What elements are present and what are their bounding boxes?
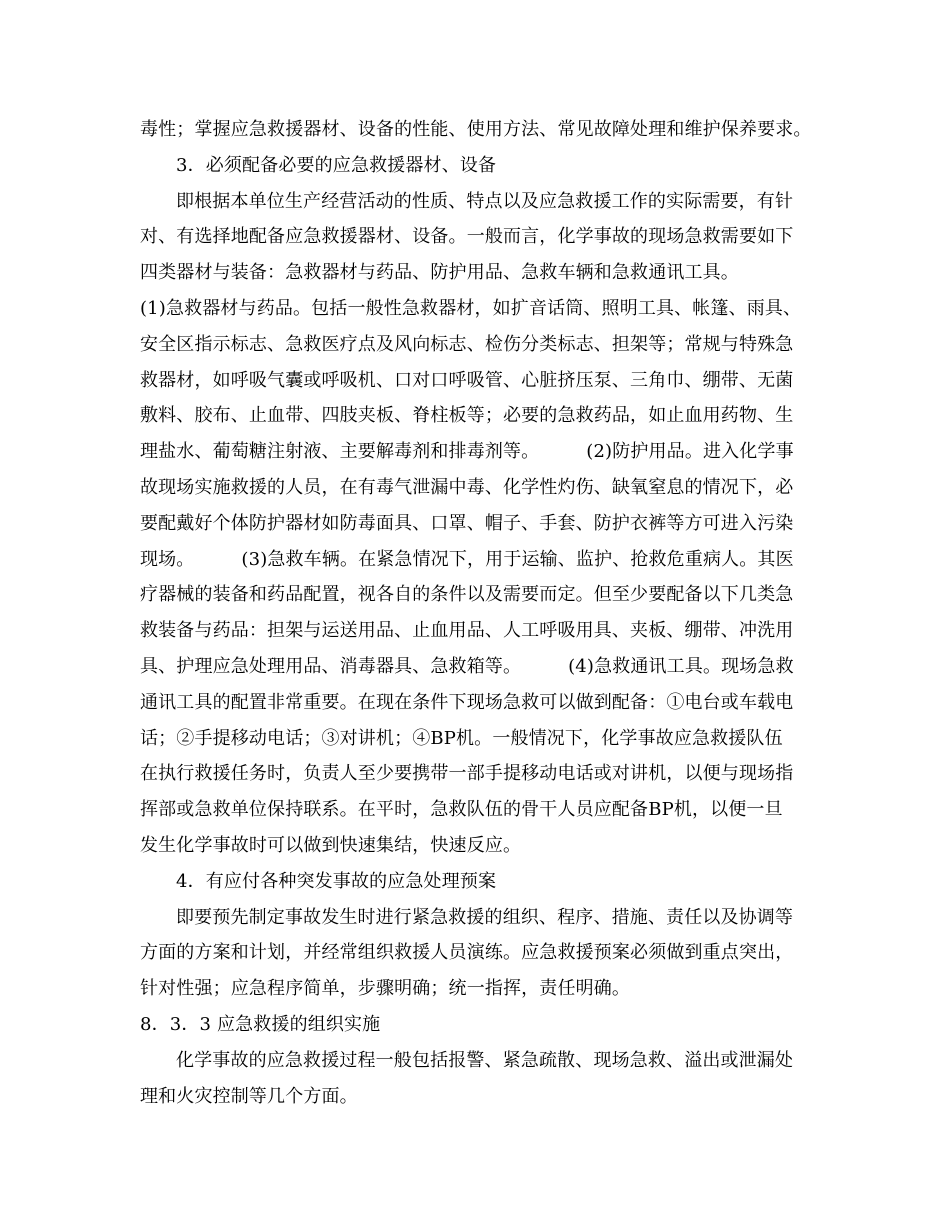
- text-line: 故现场实施救援的人员，在有毒气泄漏中毒、化学性灼伤、缺氧窒息的情况下，必: [140, 476, 794, 498]
- text-line: 挥部或急救单位保持联系。在平时，急救队伍的骨干人员应配备BP机，以便一旦: [140, 799, 783, 821]
- text-line: 四类器材与装备：急救器材与药品、防护用品、急救车辆和急救通讯工具。: [140, 262, 739, 284]
- text-line: 对、有选择地配备应急救援器材、设备。一般而言，化学事故的现场急救需要如下: [140, 226, 794, 248]
- text-line: 针对性强；应急程序简单，步骤明确；统一指挥，责任明确。: [140, 978, 631, 1000]
- paragraph-first-line: 即根据本单位生产经营活动的性质、特点以及应急救援工作的实际需要，有针: [176, 190, 794, 212]
- text-line: 救装备与药品：担架与运送用品、止血用品、人工呼吸用具、夹板、绷带、冲洗用: [140, 620, 794, 642]
- text-line: 要配戴好个体防护器材如防毒面具、口罩、帽子、手套、防护衣裤等方可进入污染: [140, 512, 794, 534]
- document-body: [140, 112, 820, 1114]
- list-heading: 4．有应付各种突发事故的应急处理预案: [176, 870, 497, 892]
- text-line: 疗器械的装备和药品配置，视各自的条件以及需要而定。但至少要配备以下几类急: [140, 584, 794, 606]
- text-line: 具、护理应急处理用品、消毒器具、急救箱等。 (4)急救通讯工具。现场急救: [140, 655, 794, 677]
- text-line: 在执行救援任务时，负责人至少要携带一部手提移动电话或对讲机，以便与现场指: [140, 763, 794, 785]
- text-line: 方面的方案和计划，并经常组织救援人员演练。应急救援预案必须做到重点突出，: [140, 942, 794, 964]
- text-line: 通讯工具的配置非常重要。在现在条件下现场急救可以做到配备：①电台或车载电: [140, 691, 794, 713]
- text-line: 现场。 (3)急救车辆。在紧急情况下，用于运输、监护、抢救危重病人。其医: [140, 548, 794, 570]
- text-line: (1)急救器材与药品。包括一般性急救器材，如扩音话筒、照明工具、帐篷、雨具、: [140, 297, 802, 319]
- text-line: 毒性；掌握应急救援器材、设备的性能、使用方法、常见故障处理和维护保养要求。: [140, 119, 812, 140]
- text-line: 敷料、胶布、止血带、四肢夹板、脊柱板等；必要的急救药品，如止血用药物、生: [140, 405, 794, 427]
- text-line: 理和火灾控制等几个方面。: [140, 1085, 358, 1107]
- text-line: 发生化学事故时可以做到快速集结，快速反应。: [140, 834, 522, 856]
- text-line: 救器材，如呼吸气囊或呼吸机、口对口呼吸管、心脏挤压泵、三角巾、绷带、无菌: [140, 369, 794, 391]
- text-line: 话；②手提移动电话；③对讲机；④BP机。一般情况下，化学事故应急救援队伍: [140, 727, 783, 749]
- text-line: 理盐水、葡萄糖注射液、主要解毒剂和排毒剂等。 (2)防护用品。进入化学事: [140, 441, 794, 463]
- paragraph-first-line: 化学事故的应急救援过程一般包括报警、紧急疏散、现场急救、溢出或泄漏处: [176, 1049, 794, 1071]
- text-line: 安全区指示标志、急救医疗点及风向标志、检伤分类标志、担架等；常规与特殊急: [140, 333, 794, 355]
- list-heading: 3．必须配备必要的应急救援器材、设备: [176, 154, 497, 176]
- paragraph-first-line: 即要预先制定事故发生时进行紧急救援的组织、程序、措施、责任以及协调等: [176, 906, 794, 928]
- section-heading: 8．3．3 应急救援的组织实施: [140, 1013, 381, 1035]
